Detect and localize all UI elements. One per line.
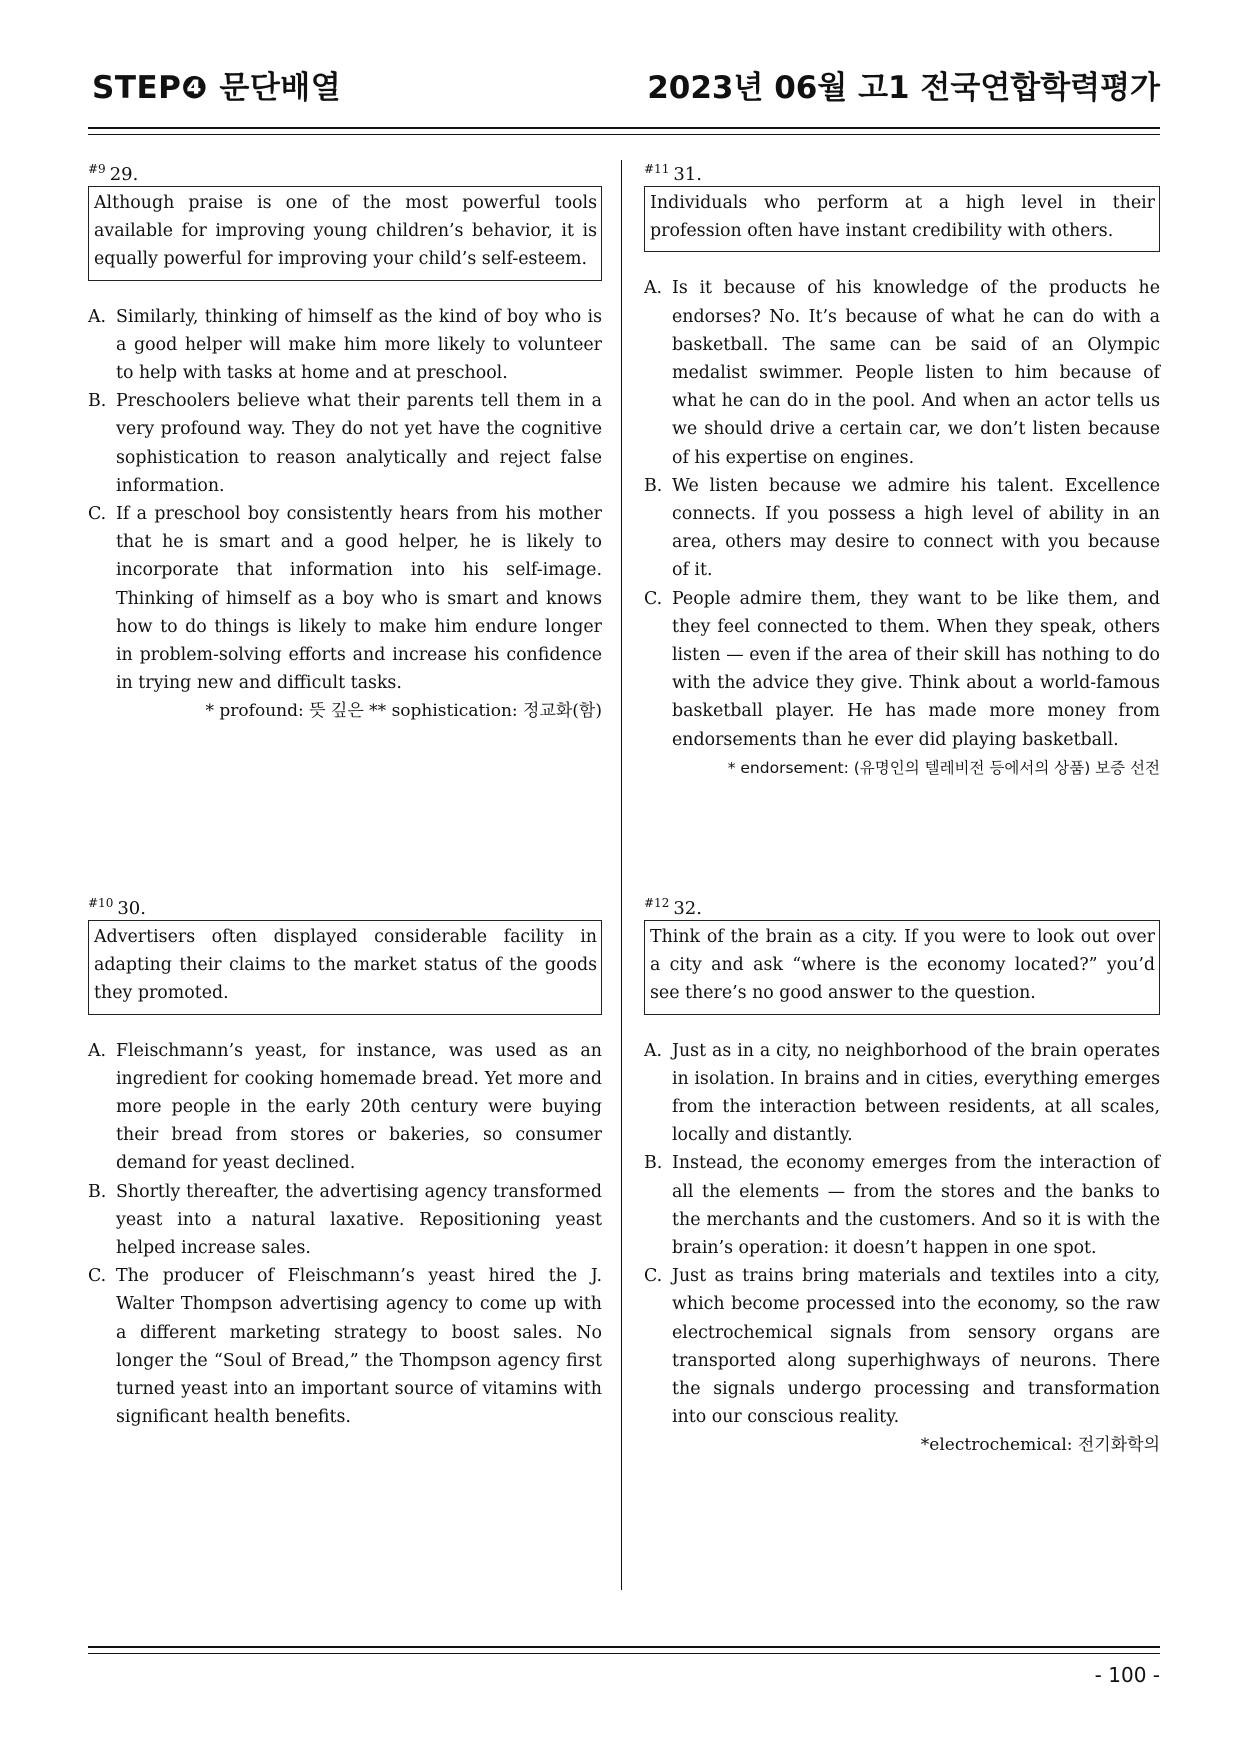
footer-rule — [88, 1646, 1160, 1654]
option-b: B. Instead, the economy emerges from the interaction of all the elements — from the stores and the banks to the merchants and the customers. And so it is with the brain’s operation: it doesn’t happen in one spot. — [644, 1153, 1160, 1259]
question-number: $^{\#12}$ 32. — [644, 896, 702, 919]
footnote: * profound: 뜻 깊은 ** sophistication: 정교화(함) — [205, 701, 602, 722]
option-c: C. The producer of Fleischmann’s yeast hired the J. Walter Thompson advertising agency to come up with a different marketing strategy to boost sales. No longer the “Soul of Bread,” the Thompson agency first turned yeast into an important source of vitamins with significant health benefits. — [88, 1266, 602, 1428]
page-number: - 100 - — [1094, 1663, 1160, 1687]
question-prompt-box: Advertisers often displayed considerable facility in adapting their claims to the market status of the goods they promoted. — [88, 920, 602, 1015]
footnote: * endorsement: (유명인의 텔레비전 등에서의 상품) 보증 선전 — [727, 758, 1160, 777]
question-31 — [644, 158, 1160, 782]
exam-title: 2023년 06월 고1 전국연합학력평가 — [647, 70, 1160, 106]
header-rule — [88, 127, 1160, 135]
option-a: A. Fleischmann’s yeast, for instance, was used as an ingredient for cooking homemade bread. Yet more and more people in the early 20th century were buying their bread from stores or bakeries, so consumer demand for yeast declined. — [88, 1040, 602, 1174]
section-title: STEP❹ 문단배열 — [92, 70, 342, 106]
question-number: $^{\#9}$ 29. — [88, 162, 139, 185]
question-30 — [88, 892, 602, 1431]
question-prompt-box: Although praise is one of the most powerful tools available for improving young children’s behavior, it is equally powerful for improving your child’s self-esteem. — [88, 186, 602, 281]
question-32 — [644, 892, 1160, 1460]
question-prompt-box: Think of the brain as a city. If you were to look out over a city and ask “where is the economy located?” you’d see there’s no good answer to the question. — [644, 920, 1160, 1015]
option-a: A. Is it because of his knowledge of the products he endorses? No. It’s because of what he can do with a basketball. The same can be said of an Olympic medalist swimmer. People listen to him because of what he can do in the pool. And when an actor tells us we should drive a certain car, we don’t listen because of his expertise on engines. — [644, 278, 1160, 468]
option-a: A. Just as in a city, no neighborhood of the brain operates in isolation. In brains and in cities, everything emerges from the interaction between residents, at all scales, locally and distantly. — [644, 1040, 1160, 1146]
option-a: A. Similarly, thinking of himself as the kind of boy who is a good helper will make him more likely to volunteer to help with tasks at home and at preschool. — [88, 306, 602, 384]
option-c: C. If a preschool boy consistently hears from his mother that he is smart and a good helper, he is likely to incorporate that information into his self-image. Thinking of himself as a boy who is smart and knows how to do things is likely to make him endure longer in problem-solving efforts and increase his confidence in trying new and difficult tasks. — [88, 504, 602, 694]
question-number: $^{\#11}$ 31. — [644, 162, 702, 185]
option-b: B. Shortly thereafter, the advertising agency transformed yeast into a natural laxative. Repositioning yeast helped increase sales. — [88, 1181, 602, 1259]
footnote: *electrochemical: 전기화학의 — [920, 1435, 1160, 1456]
option-b: B. We listen because we admire his talent. Excellence connects. If you possess a high level of ability in an area, others may desire to connect with you because of it. — [644, 475, 1160, 581]
question-prompt-box: Individuals who perform at a high level in their profession often have instant credibility with others. — [644, 186, 1160, 252]
option-c: C. Just as trains bring materials and textiles into a city, which become processed into the economy, so the raw electrochemical signals from sensory organs are transported along superhighways of neurons. There the signals undergo processing and transformation into our conscious reality. — [644, 1266, 1160, 1428]
column-divider — [621, 160, 622, 1590]
option-b: B. Preschoolers believe what their parents tell them in a very profound way. They do not yet have the cognitive sophistication to reason analytically and reject false information. — [88, 391, 602, 496]
question-29 — [88, 158, 602, 726]
question-number: $^{\#10}$ 30. — [88, 896, 146, 919]
option-c: C. People admire them, they want to be like them, and they feel connected to them. When they speak, others listen — even if the area of their skill has nothing to do with the advice they give. Think about a world-famous basketball player. He has made more money from endorsements than he ever did playing basketball. — [644, 588, 1160, 750]
